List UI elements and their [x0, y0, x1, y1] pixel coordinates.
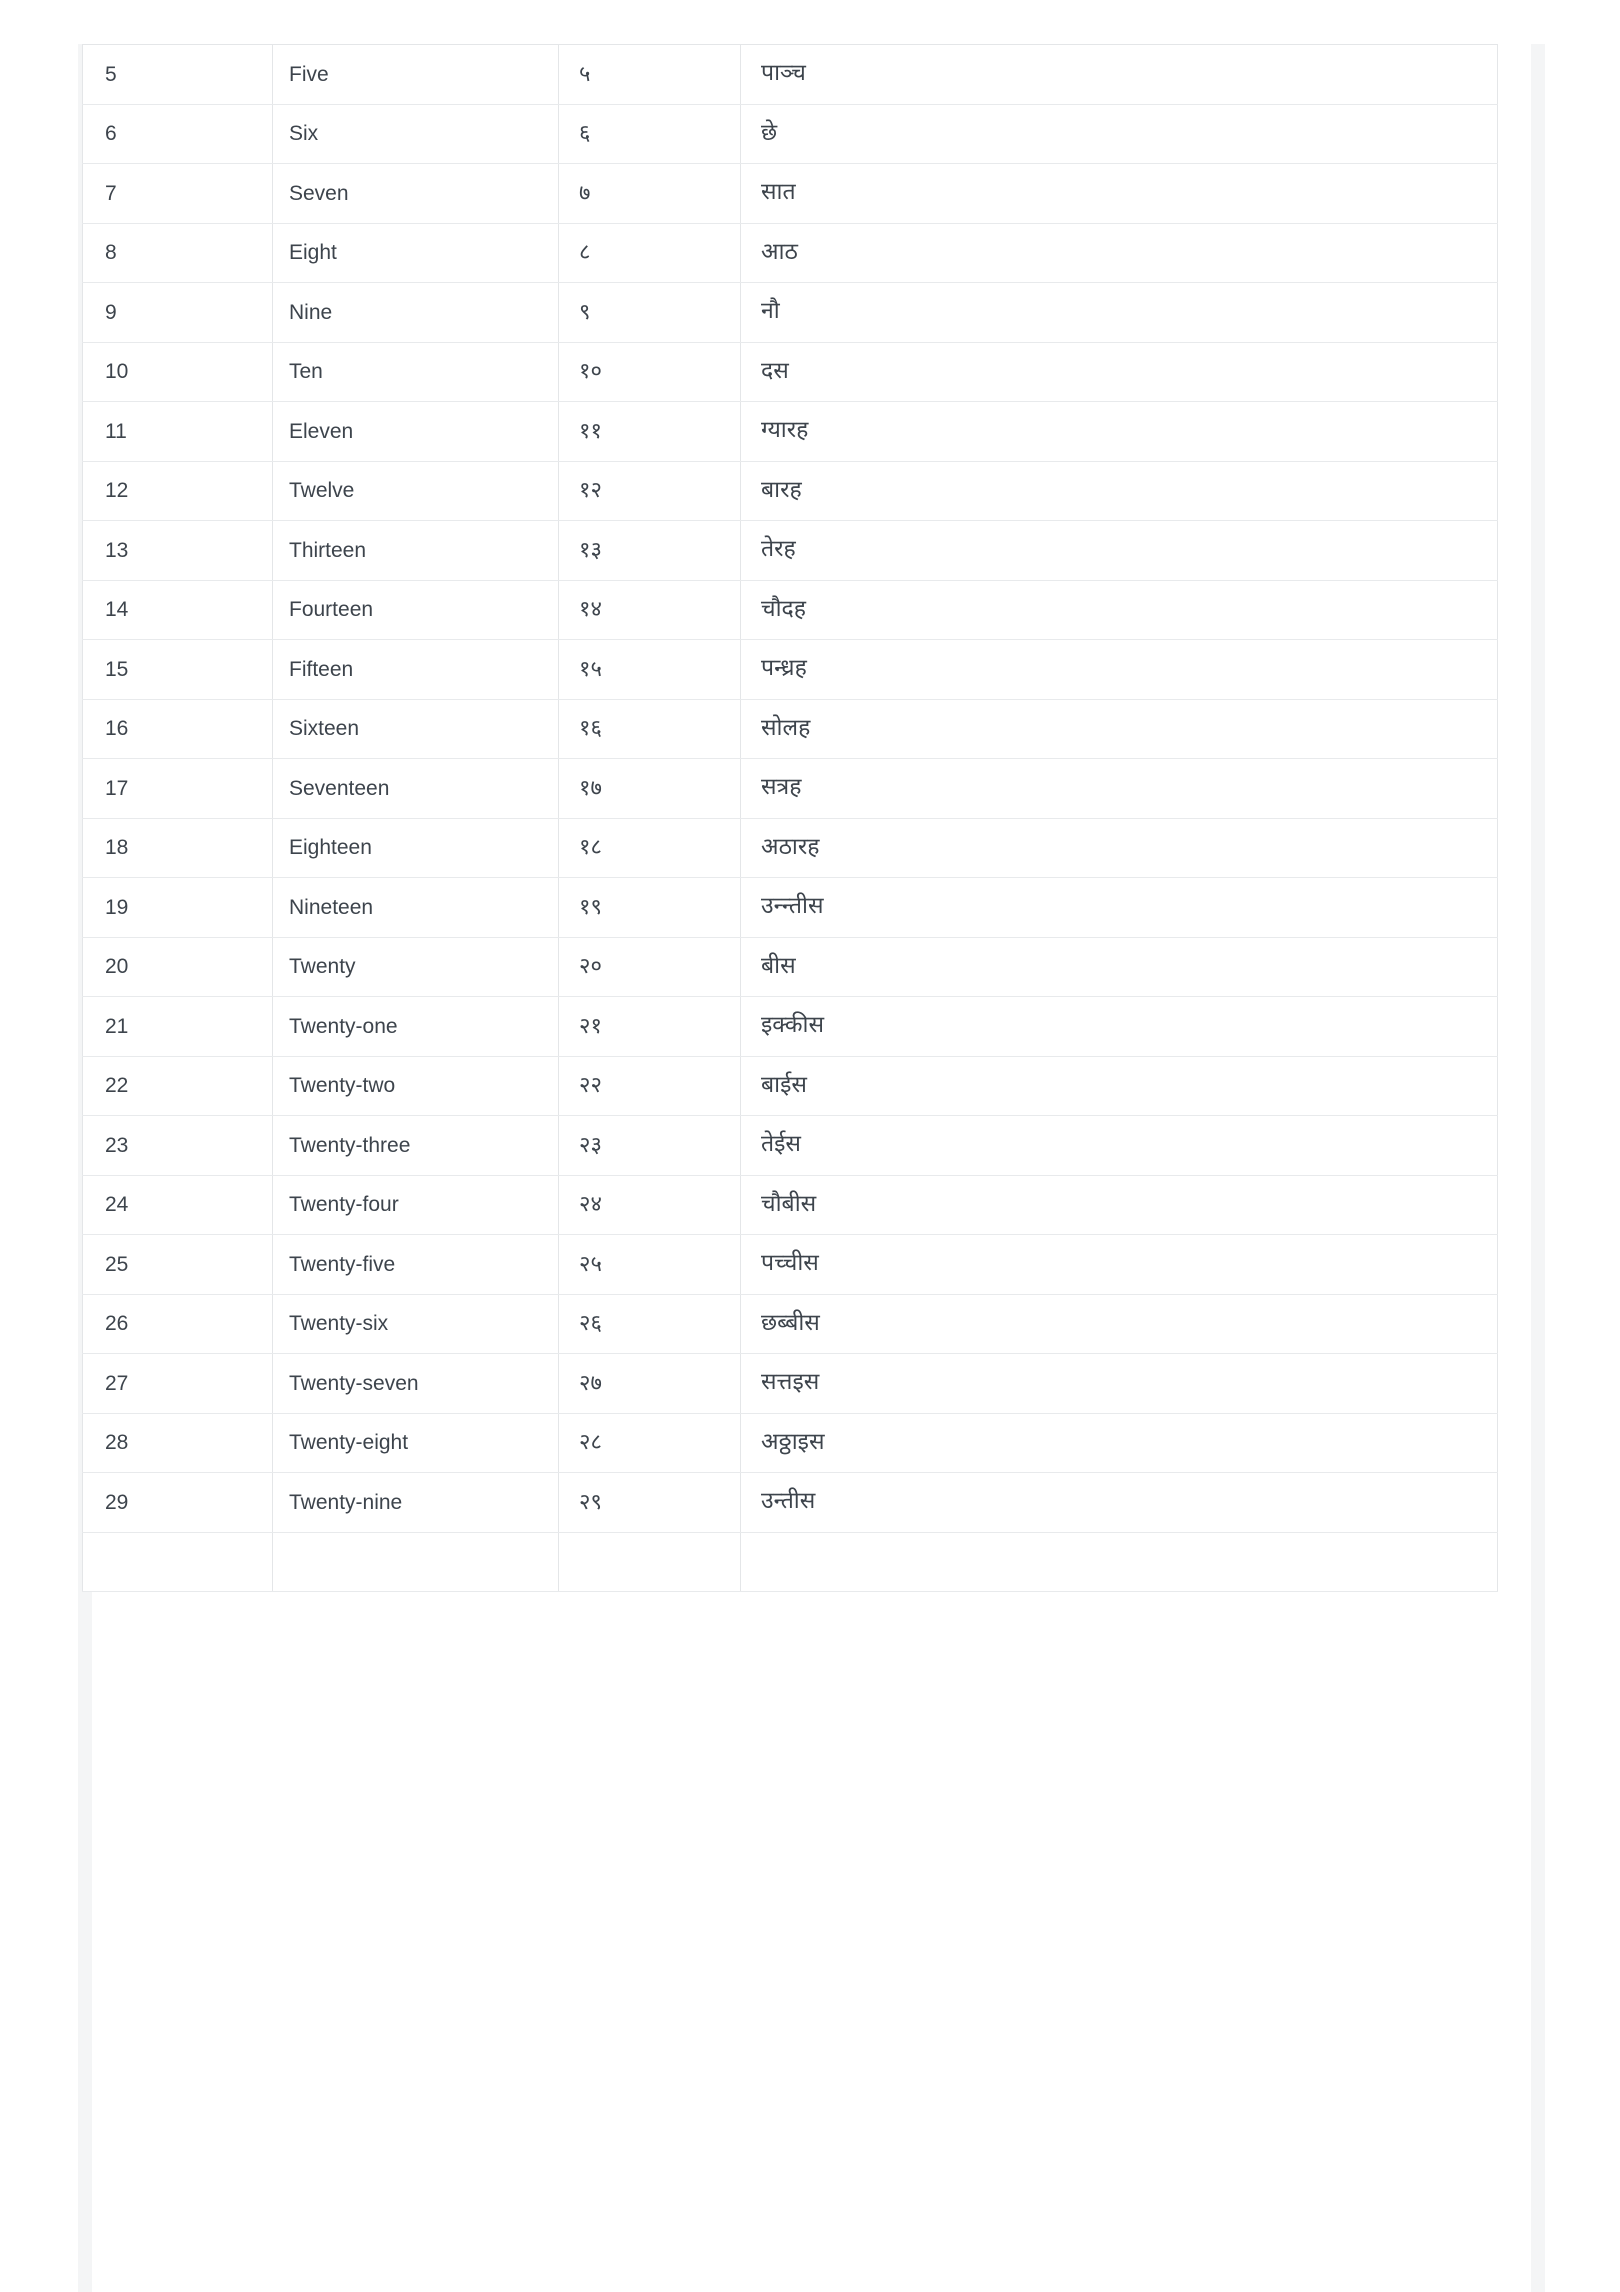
cell-number-word-devanagari: तेरह	[741, 521, 1498, 581]
cell-numeral-devanagari: ७	[559, 164, 741, 224]
cell-number-word-english: Twenty-eight	[273, 1413, 559, 1473]
cell-number-word-english: Ten	[273, 342, 559, 402]
cell-number-word-devanagari: तेईस	[741, 1116, 1498, 1176]
cell-number-word-devanagari: बीस	[741, 937, 1498, 997]
cell-numeral-devanagari: १७	[559, 759, 741, 819]
cell-numeral-arabic: 15	[83, 640, 273, 700]
cell-numeral-arabic: 17	[83, 759, 273, 819]
cell-numeral-arabic: 23	[83, 1116, 273, 1176]
table-row	[83, 164, 1498, 224]
numbers-reference-table	[82, 44, 1498, 1592]
cell-number-word-devanagari: अठ्ठाइस	[741, 1413, 1498, 1473]
table-row	[83, 223, 1498, 283]
cell-number-word-english: Nineteen	[273, 878, 559, 938]
cell-numeral-arabic: 29	[83, 1473, 273, 1533]
table-row	[83, 1175, 1498, 1235]
cell-numeral-arabic: 8	[83, 223, 273, 283]
cell-numeral-arabic: 21	[83, 997, 273, 1057]
cell-number-word-devanagari: उन्तीस	[741, 1473, 1498, 1533]
table-row	[83, 878, 1498, 938]
table-row	[83, 1116, 1498, 1176]
cell-numeral-arabic: 25	[83, 1235, 273, 1295]
cell-number-word-devanagari: सात	[741, 164, 1498, 224]
cell-numeral-arabic: 27	[83, 1354, 273, 1414]
cell-number-word-english: Seven	[273, 164, 559, 224]
cell-number-word-english: Seventeen	[273, 759, 559, 819]
cell-numeral-devanagari: १८	[559, 818, 741, 878]
cell-numeral-arabic: 16	[83, 699, 273, 759]
cell-numeral-arabic	[83, 1532, 273, 1592]
cell-numeral-arabic: 7	[83, 164, 273, 224]
cell-number-word-devanagari: चौबीस	[741, 1175, 1498, 1235]
cell-number-word-english: Nine	[273, 283, 559, 343]
cell-number-word-english: Twenty-nine	[273, 1473, 559, 1533]
cell-numeral-devanagari: २५	[559, 1235, 741, 1295]
table-row	[83, 580, 1498, 640]
cell-numeral-arabic: 12	[83, 461, 273, 521]
cell-number-word-devanagari: उन्न्तीस	[741, 878, 1498, 938]
cell-number-word-english: Thirteen	[273, 521, 559, 581]
cell-number-word-english: Twenty-six	[273, 1294, 559, 1354]
cell-number-word-english: Eight	[273, 223, 559, 283]
cell-numeral-arabic: 13	[83, 521, 273, 581]
cell-numeral-devanagari: १३	[559, 521, 741, 581]
cell-number-word-devanagari: इक्कीस	[741, 997, 1498, 1057]
cell-number-word-devanagari	[741, 1532, 1498, 1592]
cell-number-word-english: Fifteen	[273, 640, 559, 700]
cell-number-word-devanagari: चौदह	[741, 580, 1498, 640]
table-row	[83, 937, 1498, 997]
table-row	[83, 461, 1498, 521]
cell-numeral-arabic: 18	[83, 818, 273, 878]
cell-numeral-devanagari: १०	[559, 342, 741, 402]
cell-numeral-devanagari: २१	[559, 997, 741, 1057]
cell-number-word-english: Twelve	[273, 461, 559, 521]
table-row	[83, 759, 1498, 819]
table-row	[83, 342, 1498, 402]
table-row	[83, 1056, 1498, 1116]
cell-number-word-english: Six	[273, 104, 559, 164]
cell-numeral-devanagari: २४	[559, 1175, 741, 1235]
table-row	[83, 283, 1498, 343]
cell-number-word-devanagari: आठ	[741, 223, 1498, 283]
table-row	[83, 1294, 1498, 1354]
cell-number-word-english: Eighteen	[273, 818, 559, 878]
cell-numeral-devanagari: २७	[559, 1354, 741, 1414]
cell-number-word-devanagari: छब्बीस	[741, 1294, 1498, 1354]
cell-numeral-devanagari	[559, 1532, 741, 1592]
cell-number-word-devanagari: पच्चीस	[741, 1235, 1498, 1295]
cell-numeral-arabic: 14	[83, 580, 273, 640]
table-row	[83, 1235, 1498, 1295]
cell-numeral-arabic: 6	[83, 104, 273, 164]
cell-numeral-arabic: 11	[83, 402, 273, 462]
cell-number-word-devanagari: बाईस	[741, 1056, 1498, 1116]
cell-numeral-arabic: 10	[83, 342, 273, 402]
table-row	[83, 640, 1498, 700]
cell-numeral-devanagari: १६	[559, 699, 741, 759]
table-row	[83, 104, 1498, 164]
cell-number-word-english: Twenty-seven	[273, 1354, 559, 1414]
table-row	[83, 1354, 1498, 1414]
cell-numeral-devanagari: २०	[559, 937, 741, 997]
cell-numeral-devanagari: ५	[559, 45, 741, 105]
cell-numeral-devanagari: २२	[559, 1056, 741, 1116]
cell-numeral-devanagari: १२	[559, 461, 741, 521]
cell-number-word-devanagari: सत्तइस	[741, 1354, 1498, 1414]
table-row	[83, 997, 1498, 1057]
cell-number-word-devanagari: दस	[741, 342, 1498, 402]
cell-numeral-devanagari: १४	[559, 580, 741, 640]
cell-numeral-arabic: 24	[83, 1175, 273, 1235]
cell-number-word-devanagari: पन्ध्रह	[741, 640, 1498, 700]
cell-number-word-devanagari: ग्यारह	[741, 402, 1498, 462]
cell-number-word-english: Five	[273, 45, 559, 105]
cell-numeral-devanagari: २८	[559, 1413, 741, 1473]
cell-number-word-english: Twenty-five	[273, 1235, 559, 1295]
cell-numeral-devanagari: ९	[559, 283, 741, 343]
cell-numeral-devanagari: २६	[559, 1294, 741, 1354]
cell-numeral-devanagari: १९	[559, 878, 741, 938]
cell-numeral-arabic: 22	[83, 1056, 273, 1116]
cell-numeral-devanagari: ११	[559, 402, 741, 462]
cell-numeral-arabic: 28	[83, 1413, 273, 1473]
cell-numeral-devanagari: २३	[559, 1116, 741, 1176]
cell-number-word-devanagari: पाञ्च	[741, 45, 1498, 105]
cell-numeral-devanagari: ८	[559, 223, 741, 283]
cell-numeral-arabic: 20	[83, 937, 273, 997]
cell-number-word-devanagari: छे	[741, 104, 1498, 164]
cell-number-word-english: Twenty-three	[273, 1116, 559, 1176]
cell-number-word-devanagari: बारह	[741, 461, 1498, 521]
table-row	[83, 45, 1498, 105]
table-row	[83, 818, 1498, 878]
cell-number-word-devanagari: नौ	[741, 283, 1498, 343]
cell-numeral-devanagari: ६	[559, 104, 741, 164]
table-row	[83, 1473, 1498, 1533]
cell-number-word-devanagari: सत्रह	[741, 759, 1498, 819]
cell-numeral-devanagari: १५	[559, 640, 741, 700]
cell-numeral-arabic: 9	[83, 283, 273, 343]
cell-number-word-english: Twenty	[273, 937, 559, 997]
cell-number-word-devanagari: अठारह	[741, 818, 1498, 878]
cell-number-word-english: Twenty-four	[273, 1175, 559, 1235]
cell-numeral-arabic: 19	[83, 878, 273, 938]
cell-number-word-english: Fourteen	[273, 580, 559, 640]
cell-number-word-devanagari: सोलह	[741, 699, 1498, 759]
table-row	[83, 699, 1498, 759]
table-body	[83, 45, 1498, 1592]
cell-number-word-english: Twenty-one	[273, 997, 559, 1057]
table-row	[83, 521, 1498, 581]
cell-number-word-english: Eleven	[273, 402, 559, 462]
cell-numeral-arabic: 26	[83, 1294, 273, 1354]
table-row	[83, 1413, 1498, 1473]
cell-number-word-english: Twenty-two	[273, 1056, 559, 1116]
cell-number-word-english	[273, 1532, 559, 1592]
cell-numeral-devanagari: २९	[559, 1473, 741, 1533]
cell-numeral-arabic: 5	[83, 45, 273, 105]
cell-number-word-english: Sixteen	[273, 699, 559, 759]
table-row	[83, 1532, 1498, 1592]
table-row	[83, 402, 1498, 462]
